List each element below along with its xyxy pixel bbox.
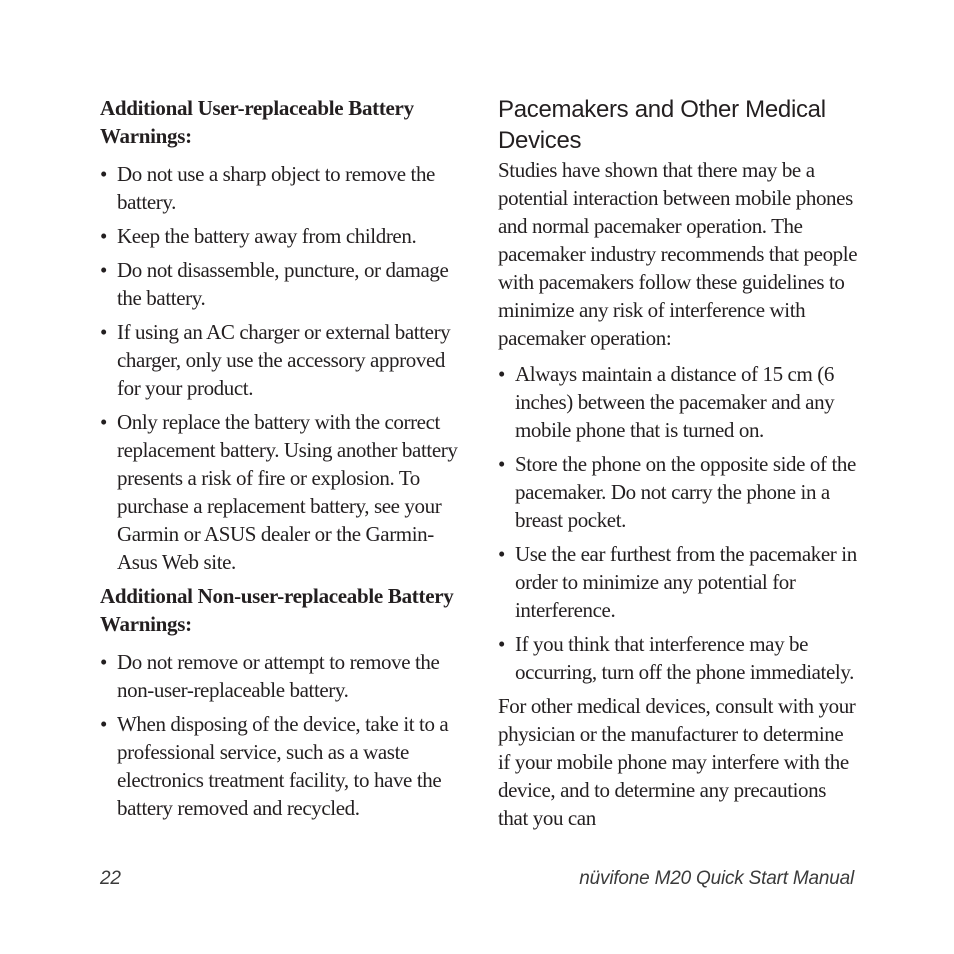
list-item [100,222,464,250]
non-user-replaceable-battery-list [100,648,464,822]
list-item [100,648,464,704]
page-number: 22 [100,868,121,889]
bullet-icon: • [498,542,505,566]
other-medical-devices-paragraph: For other medical devices, consult with your physician or the manufacturer to determine if your mobile phone may interfere with the device, and to determine any precautions that you can [498,694,856,830]
bullet-icon: • [100,410,107,434]
list-item [498,540,858,624]
list-item [100,318,464,402]
pacemakers-intro: Studies have shown that there may be a potential interaction between mobile phones and normal pacemaker operation. The pacemaker industry recommends that people with pacemakers follow these guidelines to minimize any risk of interference with pacemaker operation: [498,158,858,350]
user-replaceable-battery-heading: Additional User-replaceable Battery Warnings: [100,96,414,148]
bullet-icon: • [498,632,505,656]
bullet-icon: • [100,650,107,674]
bullet-icon: • [498,362,505,386]
pacemakers-heading: Pacemakers and Other Medical Devices [498,96,826,154]
manual-title: nüvifone M20 Quick Start Manual [579,868,854,889]
list-item [100,256,464,312]
bullet-icon: • [498,452,505,476]
list-item-text: Always maintain a distance of 15 cm (6 inches) between the pacemaker and any mobile phone that is turned on. [515,362,835,442]
list-item-text: If using an AC charger or external battery charger, only use the accessory approved for your product. [117,320,451,400]
list-item-text: Store the phone on the opposite side of the pacemaker. Do not carry the phone in a breast pocket. [515,452,856,532]
list-item-text: Use the ear furthest from the pacemaker in order to minimize any potential for interference. [515,542,857,622]
bullet-icon: • [100,258,107,282]
list-item [100,710,464,822]
list-item-text: When disposing of the device, take it to a professional service, such as a waste electronics treatment facility, to have the battery removed and recycled. [117,712,449,820]
bullet-icon: • [100,712,107,736]
list-item [498,630,858,686]
bullet-icon: • [100,224,107,248]
list-item-text: Do not use a sharp object to remove the battery. [117,162,435,214]
bullet-icon: • [100,320,107,344]
non-user-replaceable-battery-heading: Additional Non-user-replaceable Battery Warnings: [100,584,454,636]
bullet-icon: • [100,162,107,186]
list-item-text: Do not disassemble, puncture, or damage the battery. [117,258,449,310]
list-item [100,408,464,576]
pacemaker-guidelines-list [498,360,858,686]
user-replaceable-battery-list [100,160,464,576]
list-item [498,450,858,534]
list-item [100,160,464,216]
list-item [498,360,858,444]
right-column [498,94,858,840]
left-column [100,94,464,828]
list-item-text: Keep the battery away from children. [117,224,417,248]
list-item-text: Do not remove or attempt to remove the non-user-replaceable battery. [117,650,440,702]
list-item-text: If you think that interference may be occurring, turn off the phone immediately. [515,632,854,684]
list-item-text: Only replace the battery with the correct replacement battery. Using another battery presents a risk of fire or explosion. To purchase a replacement battery, see your Garmin or ASUS dealer or the Garmin-Asus Web site. [117,410,458,574]
